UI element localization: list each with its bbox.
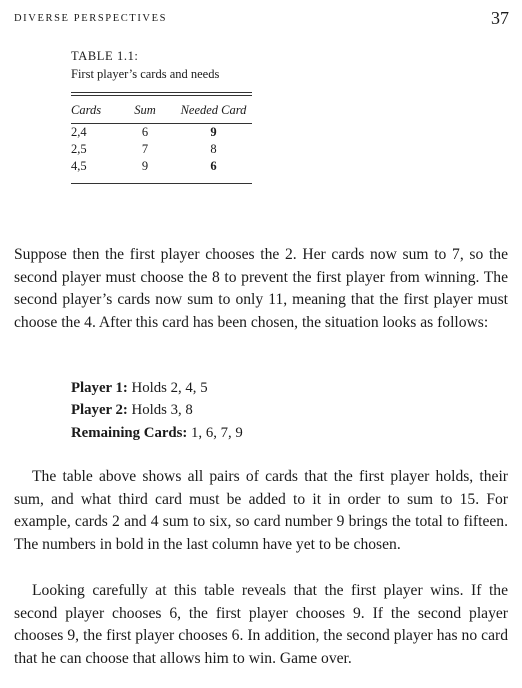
table-caption: First player’s cards and needs [71, 67, 220, 81]
cell-sum: 9 [141, 159, 149, 173]
cards-table [71, 96, 252, 183]
paragraph-game-progress: Suppose then the first player chooses the 2. Her cards now sum to 7, so the second player must choose the 8 to prevent the first player from winning. The second player’s cards now sum to only 11, meaning that the first player must choose the 4. After this card has been chosen, the situation looks as follows: [14, 246, 508, 332]
table-label: TABLE 1.1: [71, 49, 139, 63]
table-bottom-rule [71, 183, 252, 184]
running-head: DIVERSE PERSPECTIVES [14, 13, 168, 24]
status-label: Player 1: [71, 380, 128, 396]
cell-needed-card: 6 [210, 159, 217, 173]
column-header-sum: Sum [134, 103, 156, 117]
status-remaining-cards [71, 422, 243, 444]
game-status-list [71, 377, 243, 444]
status-player-2 [71, 399, 243, 421]
paragraph-conclusion: Looking carefully at this table reveals that the first player wins. If the second player chooses 6, the first player chooses 9. If the second player chooses 9, the first player chooses 6. In addition, the second player has no card that he can choose that allows him to win. Game over. [14, 582, 508, 668]
paragraph-table-explanation: The table above shows all pairs of cards that the first player holds, their sum, and what third card must be added to it in order to sum to 15. For example, cards 2 and 4 sum to six, so card number 9 brings the total to fifteen. The numbers in bold in the last column have yet to be chosen. [14, 468, 508, 554]
column-header-cards: Cards [71, 103, 102, 117]
table-1-1 [71, 48, 252, 184]
cell-cards: 4,5 [71, 159, 87, 173]
table-row [71, 141, 252, 158]
table-row [71, 158, 252, 183]
status-label: Remaining Cards: [71, 424, 188, 441]
table-row [71, 124, 252, 141]
status-value: Holds 3, 8 [127, 402, 193, 419]
cell-needed-card: 8 [210, 142, 217, 156]
cell-cards: 2,5 [71, 142, 87, 156]
status-player-1 [71, 377, 243, 399]
column-header-needed-card: Needed Card [180, 103, 247, 117]
status-value: 1, 6, 7, 9 [187, 424, 243, 441]
cell-sum: 6 [141, 125, 149, 139]
cell-needed-card: 9 [210, 125, 217, 139]
cell-sum: 7 [141, 142, 149, 156]
table-header-row [71, 96, 252, 123]
status-label: Player 2: [71, 402, 128, 419]
page-number: 37 [491, 8, 509, 28]
cell-cards: 2,4 [71, 125, 87, 139]
status-value: Holds 2, 4, 5 [127, 380, 208, 396]
